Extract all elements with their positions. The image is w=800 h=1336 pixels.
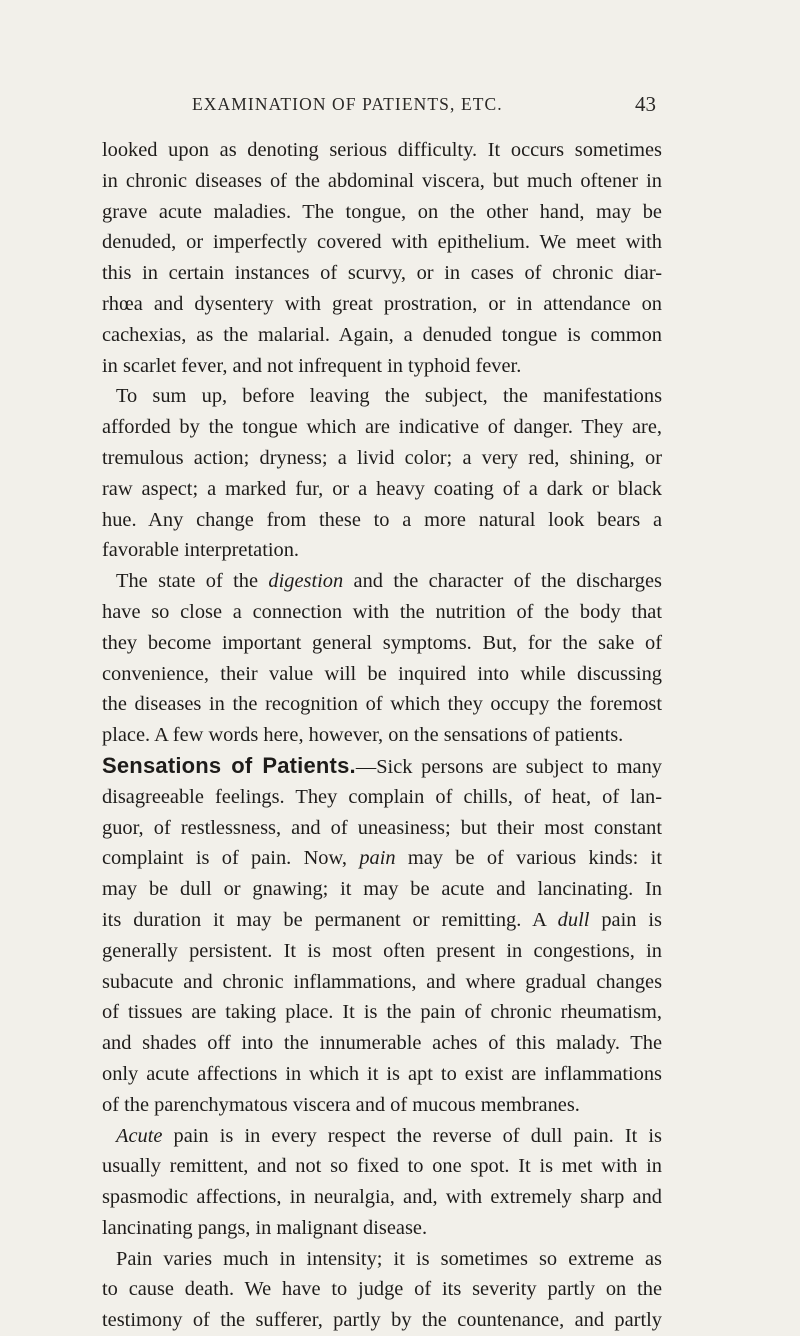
emphasis-dull: dull (557, 908, 590, 931)
text-line: favorable interpretation. (102, 539, 300, 562)
text-line: to cause death. We have to judge of its severity partly on the (102, 1278, 662, 1301)
text-line: To sum up, before leaving the subject, the manifestations (116, 385, 662, 408)
page-number: 43 (635, 92, 656, 116)
text-line: denuded, or imperfectly covered with epithelium. We meet with (102, 231, 662, 254)
text-line (102, 566, 662, 597)
text-line: hue. Any change from these to a more natural look bears a (102, 508, 662, 531)
text-line: testimony of the sufferer, partly by the countenance, and partly (102, 1309, 662, 1332)
text-line: this in certain instances of scurvy, or in cases of chronic diar- (102, 262, 662, 285)
running-head: EXAMINATION OF PATIENTS, ETC. (192, 94, 503, 114)
text-line: afforded by the tongue which are indicative of danger. They are, (102, 416, 662, 439)
text-line: the diseases in the recognition of which they occupy the foremost (102, 693, 662, 716)
text-line: lancinating pangs, in malignant disease. (102, 1216, 428, 1239)
emphasis-pain: pain (359, 847, 396, 870)
section-heading: Sensations of Patients. (102, 752, 356, 778)
text-line: in chronic diseases of the abdominal viscera, but much oftener in (102, 169, 662, 192)
text-line (102, 1121, 662, 1152)
text-run: complaint is of pain. Now, (102, 847, 360, 870)
text-line: and shades off into the innumerable aches of this malady. The (102, 1032, 662, 1055)
text-line: of the parenchymatous viscera and of mucous membranes. (102, 1093, 580, 1116)
text-line: convenience, their value will be inquired into while discussing (102, 662, 662, 685)
text-line: cachexias, as the malarial. Again, a denuded tongue is common (102, 323, 662, 346)
text-line: subacute and chronic inflammations, and where gradual changes (102, 970, 662, 993)
page-header (0, 94, 800, 118)
text-line: guor, of restlessness, and of uneasiness; but their most constant (102, 816, 662, 839)
text-run: its duration it may be permanent or remitting. A (102, 908, 558, 931)
text-line: looked upon as denoting serious difficulty. It occurs sometimes (102, 139, 662, 161)
text-run: may be of various kinds: it (395, 847, 662, 870)
emphasis-digestion: digestion (268, 570, 344, 593)
text-line: of tissues are taking place. It is the pain of chronic rheumatism, (102, 1001, 662, 1024)
text-line: may be dull or gnawing; it may be acute and lancinating. In (102, 878, 662, 901)
text-line: tremulous action; dryness; a livid color; a very red, shining, or (102, 446, 662, 469)
text-line (102, 751, 662, 782)
page-body (102, 135, 662, 1336)
text-line (102, 905, 662, 936)
text-run: The state of the (116, 570, 269, 593)
text-line: spasmodic affections, in neuralgia, and, with extremely sharp and (102, 1186, 662, 1209)
text-run: and the character of the discharges (343, 570, 662, 593)
text-run: pain is (589, 908, 662, 931)
text-line: grave acute maladies. The tongue, on the other hand, may be (102, 200, 662, 223)
text-line: raw aspect; a marked fur, or a heavy coating of a dark or black (102, 477, 662, 500)
text-run: —Sick persons are subject to many (355, 755, 662, 778)
text-line: in scarlet fever, and not infrequent in typhoid fever. (102, 354, 522, 377)
text-line (102, 843, 662, 874)
emphasis-acute: Acute (116, 1124, 163, 1147)
text-line: place. A few words here, however, on the sensations of patients. (102, 724, 624, 747)
text-line: Pain varies much in intensity; it is sometimes so extreme as (116, 1247, 662, 1270)
text-line: only acute affections in which it is apt to exist are inflammations (102, 1062, 662, 1085)
text-line: they become important general symptoms. But, for the sake of (102, 631, 662, 654)
text-line: have so close a connection with the nutrition of the body that (102, 600, 662, 623)
text-line: usually remittent, and not so fixed to one spot. It is met with in (102, 1155, 662, 1178)
text-line: disagreeable feelings. They complain of chills, of heat, of lan- (102, 785, 662, 808)
text-line: generally persistent. It is most often present in congestions, in (102, 939, 662, 962)
text-line: rhœa and dysentery with great prostration, or in attendance on (102, 292, 662, 315)
text-run: pain is in every respect the reverse of dull pain. It is (162, 1124, 662, 1147)
